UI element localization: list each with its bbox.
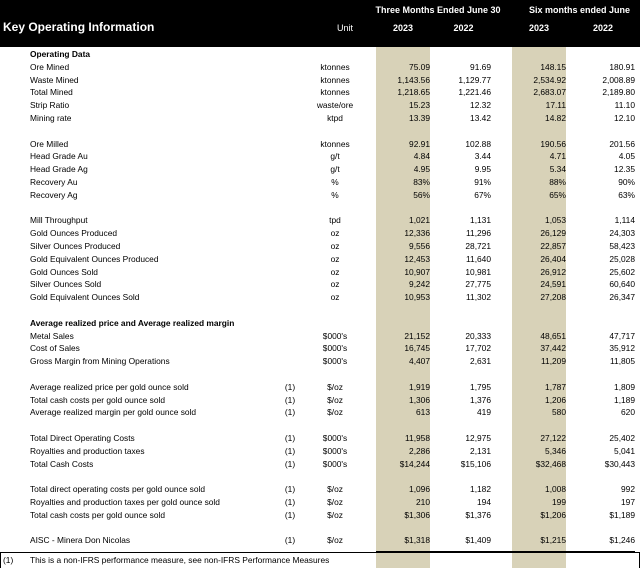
row-unit: oz bbox=[330, 266, 340, 277]
table-row bbox=[0, 381, 640, 394]
table-row bbox=[0, 240, 640, 253]
row-value: 91% bbox=[474, 177, 491, 187]
row-label: Ore Mined bbox=[30, 61, 70, 72]
row-value: 65% bbox=[549, 189, 566, 200]
row-value: 15.23 bbox=[409, 100, 430, 111]
row-value: 1,021 bbox=[409, 215, 430, 226]
row-unit: $/oz bbox=[327, 381, 343, 392]
row-label: Total Direct Operating Costs bbox=[30, 433, 135, 443]
table-row bbox=[0, 278, 640, 291]
row-value: 5.34 bbox=[549, 164, 566, 175]
row-value: 17,702 bbox=[465, 343, 491, 354]
row-value: 1,306 bbox=[409, 394, 430, 405]
column-header-h-2023: 2023 bbox=[528, 23, 550, 33]
table-row bbox=[0, 509, 640, 522]
row-value: 63% bbox=[618, 189, 635, 200]
row-value: 21,152 bbox=[404, 330, 430, 341]
row-value: 17.11 bbox=[545, 100, 566, 111]
row-value: 419 bbox=[477, 407, 491, 418]
row-unit: oz bbox=[330, 253, 340, 264]
row-value: 1,114 bbox=[614, 215, 635, 226]
row-value: 20,333 bbox=[465, 330, 491, 341]
row-value: 9.95 bbox=[474, 164, 491, 175]
row-label: Gold Equivalent Ounces Produced bbox=[30, 253, 159, 264]
row-value: 10,953 bbox=[404, 292, 430, 303]
row-label: Mill Throughput bbox=[30, 215, 88, 226]
row-value: 27,775 bbox=[465, 279, 491, 290]
table-row bbox=[0, 189, 640, 202]
row-unit: oz bbox=[330, 279, 340, 290]
aisc-underline bbox=[376, 551, 635, 552]
row-value: 28,721 bbox=[465, 241, 491, 251]
row-value: 13.42 bbox=[470, 113, 491, 123]
row-value: 35,912 bbox=[609, 343, 635, 354]
table-row bbox=[0, 394, 640, 407]
row-value: 1,189 bbox=[614, 394, 635, 405]
row-unit: $/oz bbox=[327, 509, 343, 520]
row-note: (1) bbox=[284, 394, 296, 405]
row-value: 1,008 bbox=[545, 484, 566, 495]
row-value: 16,745 bbox=[404, 343, 430, 354]
table-row bbox=[0, 445, 640, 458]
row-value: 1,182 bbox=[470, 484, 491, 495]
row-note: (1) bbox=[284, 458, 296, 469]
row-unit: % bbox=[331, 189, 339, 200]
row-note: (1) bbox=[284, 535, 296, 546]
row-unit: $/oz bbox=[327, 484, 343, 495]
row-unit: $000's bbox=[322, 356, 348, 367]
table-row bbox=[0, 342, 640, 355]
section-heading: Operating Data bbox=[30, 49, 91, 59]
row-value: 5,346 bbox=[545, 445, 566, 456]
row-value: 12.10 bbox=[614, 113, 635, 123]
row-value: 2,286 bbox=[409, 445, 430, 456]
row-value: 190.56 bbox=[540, 138, 566, 149]
row-label: Ore Milled bbox=[30, 138, 69, 149]
row-value: 1,919 bbox=[409, 381, 430, 392]
row-note: (1) bbox=[284, 445, 296, 456]
row-value: 26,912 bbox=[540, 266, 566, 277]
bottom-border bbox=[0, 552, 640, 553]
row-value: 1,053 bbox=[545, 215, 566, 226]
row-value: 12,453 bbox=[404, 253, 430, 264]
row-value: 11,805 bbox=[610, 356, 635, 367]
row-value: 1,206 bbox=[545, 394, 566, 405]
table-row bbox=[0, 61, 640, 74]
period-six-months-header: Six months ended June bbox=[528, 5, 631, 15]
table-row bbox=[0, 266, 640, 279]
row-label: Head Grade Ag bbox=[30, 164, 88, 175]
row-note: (1) bbox=[284, 407, 296, 418]
row-label: Total cash costs per gold ounce sold bbox=[30, 509, 166, 520]
table-row bbox=[0, 483, 640, 496]
row-value: 11,296 bbox=[466, 228, 491, 239]
row-label: Gold Equivalent Ounces Sold bbox=[30, 292, 140, 303]
row-value: 1,218.65 bbox=[397, 87, 430, 98]
row-value: 91.69 bbox=[470, 61, 491, 72]
row-value: 14.82 bbox=[545, 113, 566, 123]
section-heading-row bbox=[0, 317, 640, 330]
row-value: 11.10 bbox=[614, 100, 635, 111]
table-row bbox=[0, 163, 640, 176]
row-value: 2,683.07 bbox=[533, 87, 566, 98]
row-value: $1,318 bbox=[404, 535, 430, 546]
row-unit: tpd bbox=[329, 215, 341, 226]
row-note: (1) bbox=[284, 497, 296, 507]
row-label: Recovery Au bbox=[30, 177, 78, 187]
table-row bbox=[0, 112, 640, 125]
row-value: 11,302 bbox=[466, 292, 491, 303]
row-unit: oz bbox=[330, 241, 340, 251]
row-value: 197 bbox=[621, 497, 635, 507]
row-value: 12.32 bbox=[470, 100, 491, 111]
row-value: 1,376 bbox=[470, 394, 491, 405]
row-value: 210 bbox=[416, 497, 430, 507]
row-value: 12.35 bbox=[614, 164, 635, 175]
row-value: 11,209 bbox=[541, 356, 566, 367]
row-value: 2,534.92 bbox=[533, 74, 566, 85]
row-unit: $/oz bbox=[327, 394, 343, 405]
row-value: $1,306 bbox=[404, 509, 430, 520]
row-label: Gross Margin from Mining Operations bbox=[30, 356, 170, 367]
row-value: 4,407 bbox=[409, 356, 430, 367]
row-value: 10,907 bbox=[404, 266, 430, 277]
row-value: 37,442 bbox=[540, 343, 566, 354]
row-value: 194 bbox=[477, 497, 491, 507]
row-unit: $000's bbox=[322, 433, 348, 443]
row-label: Cost of Sales bbox=[30, 343, 80, 354]
row-value: 26,404 bbox=[540, 253, 566, 264]
row-value: 12,336 bbox=[404, 228, 430, 239]
row-label: Recovery Ag bbox=[30, 189, 78, 200]
row-value: 1,131 bbox=[470, 215, 491, 226]
row-value: 2,008.89 bbox=[602, 74, 635, 85]
row-unit: g/t bbox=[330, 151, 340, 162]
row-note: (1) bbox=[284, 484, 296, 495]
row-value: 27,122 bbox=[540, 433, 566, 443]
row-value: 92.91 bbox=[409, 138, 430, 149]
column-header-q-2023: 2023 bbox=[392, 23, 414, 33]
row-value: 25,602 bbox=[609, 266, 635, 277]
row-value: 1,143.56 bbox=[397, 74, 430, 85]
column-header-h-2022: 2022 bbox=[592, 23, 614, 33]
table-row bbox=[0, 176, 640, 189]
row-value: $14,244 bbox=[399, 458, 430, 469]
row-unit: ktonnes bbox=[320, 138, 350, 149]
row-value: 580 bbox=[552, 407, 566, 418]
row-label: Mining rate bbox=[30, 113, 72, 123]
row-unit: ktpd bbox=[327, 113, 343, 123]
row-label: Royalties and production taxes per gold ounce sold bbox=[30, 497, 220, 507]
row-value: 4.95 bbox=[413, 164, 430, 175]
row-unit: % bbox=[331, 177, 339, 187]
column-header-q-2022: 2022 bbox=[453, 23, 474, 33]
row-unit: $/oz bbox=[327, 535, 343, 546]
row-unit: ktonnes bbox=[320, 74, 350, 85]
row-value: 148.15 bbox=[540, 61, 566, 72]
row-note: (1) bbox=[284, 381, 296, 392]
row-value: 1,221.46 bbox=[458, 87, 491, 98]
row-unit: $000's bbox=[322, 330, 348, 341]
table-row bbox=[0, 458, 640, 471]
row-unit: $000's bbox=[322, 445, 348, 456]
row-value: $1,215 bbox=[540, 535, 566, 546]
row-value: 26,347 bbox=[609, 292, 635, 303]
row-unit: $/oz bbox=[327, 407, 343, 418]
row-value: 613 bbox=[416, 407, 430, 418]
row-value: 47,717 bbox=[609, 330, 635, 341]
row-unit: $/oz bbox=[327, 497, 343, 507]
row-unit: oz bbox=[330, 228, 340, 239]
row-label: Silver Ounces Produced bbox=[30, 241, 121, 251]
row-value: $1,409 bbox=[465, 535, 491, 546]
table-row bbox=[0, 432, 640, 445]
row-unit: $000's bbox=[322, 458, 348, 469]
footnote bbox=[0, 554, 640, 567]
row-value: 201.56 bbox=[609, 138, 635, 149]
row-value: 26,129 bbox=[540, 228, 566, 239]
table-row bbox=[0, 355, 640, 368]
row-value: 12,975 bbox=[465, 433, 491, 443]
row-value: 90% bbox=[618, 177, 635, 187]
row-unit: $000's bbox=[322, 343, 348, 354]
row-value: $1,206 bbox=[540, 509, 566, 520]
table-row bbox=[0, 74, 640, 87]
row-label: Head Grade Au bbox=[30, 151, 88, 162]
table-title: Key Operating Information bbox=[3, 20, 155, 34]
row-label: Total Mined bbox=[30, 87, 73, 98]
row-label: AISC - Minera Don Nicolas bbox=[30, 535, 131, 546]
row-label: Waste Mined bbox=[30, 74, 79, 85]
row-value: 11,640 bbox=[466, 253, 491, 264]
row-label: Average realized price per gold ounce sold bbox=[30, 381, 189, 392]
row-value: 11,958 bbox=[405, 433, 430, 443]
row-label: Total direct operating costs per gold ounce sold bbox=[30, 484, 206, 495]
row-unit: waste/ore bbox=[316, 100, 354, 111]
table-row bbox=[0, 406, 640, 419]
table-row bbox=[0, 227, 640, 240]
row-value: 9,242 bbox=[409, 279, 430, 290]
table-row bbox=[0, 330, 640, 343]
table-row bbox=[0, 534, 640, 547]
row-value: 9,556 bbox=[409, 241, 430, 251]
row-unit: ktonnes bbox=[320, 61, 350, 72]
row-value: $15,106 bbox=[460, 458, 491, 469]
footnote-mark: (1) bbox=[3, 555, 14, 565]
row-value: $1,246 bbox=[609, 535, 635, 546]
row-label: Gold Ounces Produced bbox=[30, 228, 118, 239]
row-label: Strip Ratio bbox=[30, 100, 70, 111]
row-note: (1) bbox=[284, 433, 296, 443]
table-row bbox=[0, 99, 640, 112]
row-value: 48,651 bbox=[540, 330, 566, 341]
table-row bbox=[0, 291, 640, 304]
row-value: 24,303 bbox=[609, 228, 635, 239]
table-row bbox=[0, 214, 640, 227]
section-heading-row bbox=[0, 48, 640, 61]
row-value: 1,809 bbox=[614, 381, 635, 392]
row-value: 22,857 bbox=[540, 241, 566, 251]
row-value: 4.05 bbox=[618, 151, 635, 162]
row-value: 56% bbox=[413, 189, 430, 200]
row-value: 1,129.77 bbox=[458, 74, 491, 85]
row-value: 10,981 bbox=[465, 266, 491, 277]
footnote-text: This is a non-IFRS performance measure, see non-IFRS Performance Measures bbox=[30, 555, 330, 565]
row-value: 25,028 bbox=[609, 253, 635, 264]
row-note: (1) bbox=[284, 509, 296, 520]
row-value: 83% bbox=[413, 177, 430, 187]
row-label: Total cash costs per gold ounce sold bbox=[30, 394, 166, 405]
row-label: Royalties and production taxes bbox=[30, 445, 145, 456]
table-row bbox=[0, 150, 640, 163]
row-value: 58,423 bbox=[609, 241, 635, 251]
row-value: 67% bbox=[474, 189, 491, 200]
table-row bbox=[0, 253, 640, 266]
row-value: 25,402 bbox=[609, 433, 635, 443]
table-row bbox=[0, 496, 640, 509]
row-unit: g/t bbox=[330, 164, 340, 175]
row-label: Metal Sales bbox=[30, 330, 74, 341]
row-value: $1,189 bbox=[609, 509, 635, 520]
row-value: 60,640 bbox=[609, 279, 635, 290]
row-value: 102.88 bbox=[465, 138, 491, 149]
row-label: Total Cash Costs bbox=[30, 458, 94, 469]
unit-column-header: Unit bbox=[336, 23, 353, 33]
row-value: $30,443 bbox=[604, 458, 635, 469]
table-row bbox=[0, 86, 640, 99]
row-value: 2,631 bbox=[470, 356, 491, 367]
table-row bbox=[0, 138, 640, 151]
row-unit: oz bbox=[330, 292, 340, 303]
row-value: 3.44 bbox=[474, 151, 491, 162]
row-value: 992 bbox=[621, 484, 635, 495]
row-unit: ktonnes bbox=[320, 87, 350, 98]
row-value: 1,096 bbox=[409, 484, 430, 495]
row-value: 24,591 bbox=[540, 279, 566, 290]
row-label: Silver Ounces Sold bbox=[30, 279, 102, 290]
row-value: 1,795 bbox=[470, 381, 491, 392]
row-value: 199 bbox=[552, 497, 566, 507]
row-value: 620 bbox=[621, 407, 635, 418]
row-value: 88% bbox=[549, 177, 566, 187]
table-header bbox=[0, 0, 640, 47]
row-value: $1,376 bbox=[465, 509, 491, 520]
row-value: 27,208 bbox=[540, 292, 566, 303]
section-heading: Average realized price and Average realized margin bbox=[30, 317, 235, 328]
row-value: $32,468 bbox=[535, 458, 566, 469]
row-value: 13.39 bbox=[409, 113, 430, 123]
period-three-months-header: Three Months Ended June 30 bbox=[375, 5, 501, 15]
row-label: Gold Ounces Sold bbox=[30, 266, 98, 277]
row-value: 2,189.80 bbox=[602, 87, 635, 98]
row-value: 2,131 bbox=[470, 445, 491, 456]
row-value: 5,041 bbox=[614, 445, 635, 456]
row-value: 75.09 bbox=[409, 61, 430, 72]
row-value: 4.71 bbox=[549, 151, 566, 162]
row-value: 1,787 bbox=[545, 381, 566, 392]
row-label: Average realized margin per gold ounce sold bbox=[30, 407, 197, 418]
row-value: 180.91 bbox=[609, 61, 635, 72]
row-value: 4.84 bbox=[413, 151, 430, 162]
